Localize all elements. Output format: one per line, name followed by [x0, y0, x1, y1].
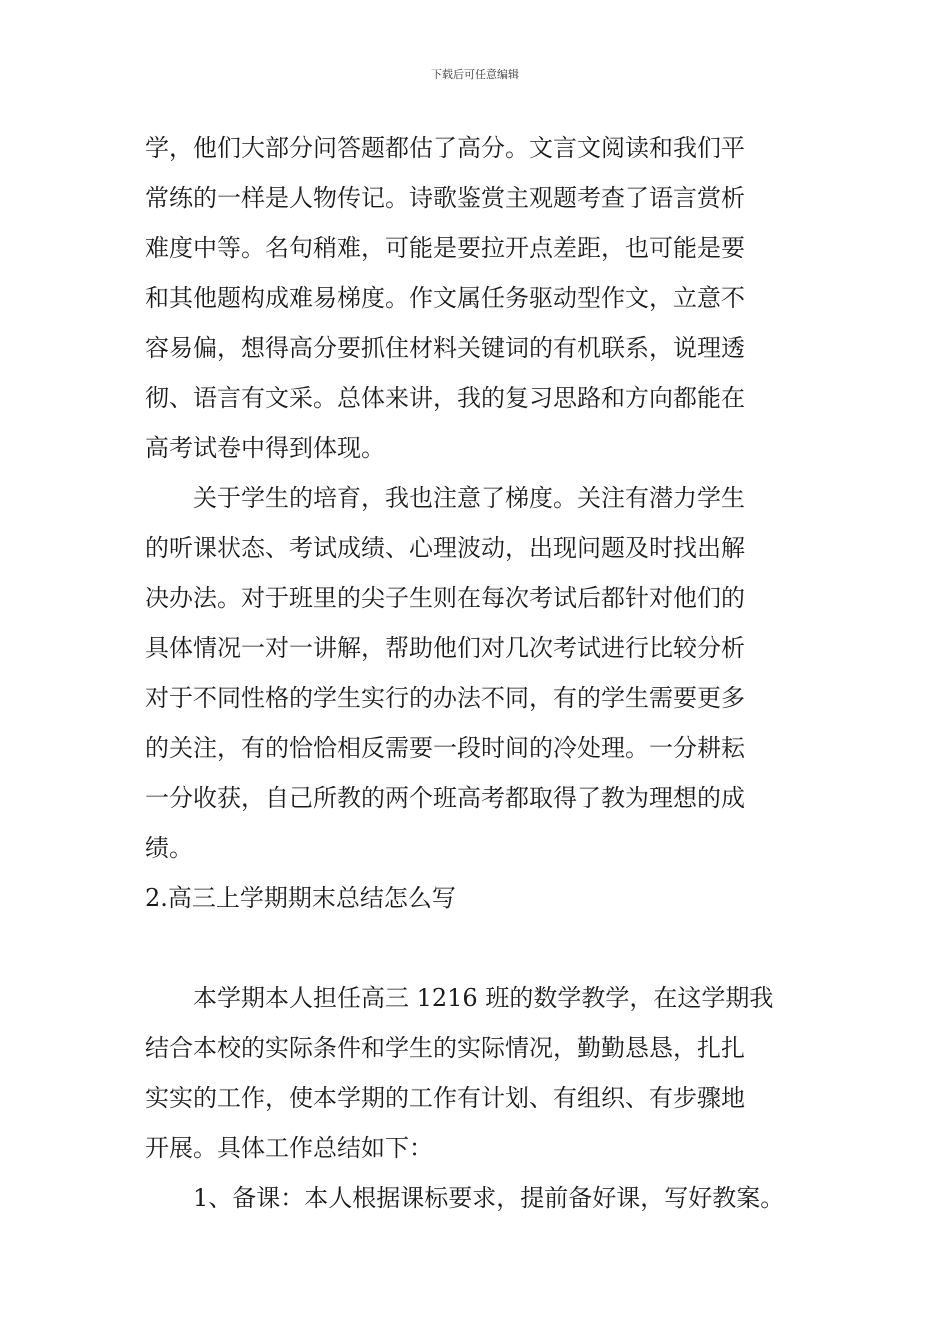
text-line: 决办法。对于班里的尖子生则在每次考试后都针对他们的: [145, 584, 745, 612]
section-heading: 2.高三上学期期末总结怎么写: [145, 884, 456, 912]
text-line: 一分收获，自己所教的两个班高考都取得了教为理想的成: [145, 784, 745, 812]
text-line: 绩。: [145, 834, 193, 862]
text-line: 彻、语言有文采。总体来讲，我的复习思路和方向都能在: [145, 384, 745, 412]
text-line: 常练的一样是人物传记。诗歌鉴赏主观题考查了语言赏析: [145, 184, 745, 212]
text-line: 结合本校的实际条件和学生的实际情况，勤勤恳恳，扎扎: [145, 1034, 745, 1062]
text-line: 学，他们大部分问答题都估了高分。文言文阅读和我们平: [145, 134, 745, 162]
text-line: 对于不同性格的学生实行的办法不同，有的学生需要更多: [145, 684, 745, 712]
text-line: 关于学生的培育，我也注意了梯度。关注有潜力学生: [193, 484, 745, 512]
text-line: 难度中等。名句稍难，可能是要拉开点差距，也可能是要: [145, 234, 745, 262]
text-line: 的听课状态、考试成绩、心理波动，出现问题及时找出解: [145, 534, 745, 562]
text-line: 本学期本人担任高三 1216 班的数学教学，在这学期我: [193, 984, 774, 1012]
text-line: 1、备课：本人根据课标要求，提前备好课，写好教案。: [193, 1184, 785, 1212]
text-line: 具体情况一对一讲解，帮助他们对几次考试进行比较分析: [145, 634, 745, 662]
text-line: 的关注，有的恰恰相反需要一段时间的冷处理。一分耕耘: [145, 734, 745, 762]
text-line: 高考试卷中得到体现。: [145, 434, 385, 462]
text-line: 开展。具体工作总结如下：: [145, 1134, 433, 1162]
text-line: 容易偏，想得高分要抓住材料关键词的有机联系，说理透: [145, 334, 745, 362]
page-header: 下载后可任意编辑: [431, 68, 519, 81]
text-line: 和其他题构成难易梯度。作文属任务驱动型作文，立意不: [145, 284, 745, 312]
text-line: 实实的工作，使本学期的工作有计划、有组织、有步骤地: [145, 1084, 745, 1112]
